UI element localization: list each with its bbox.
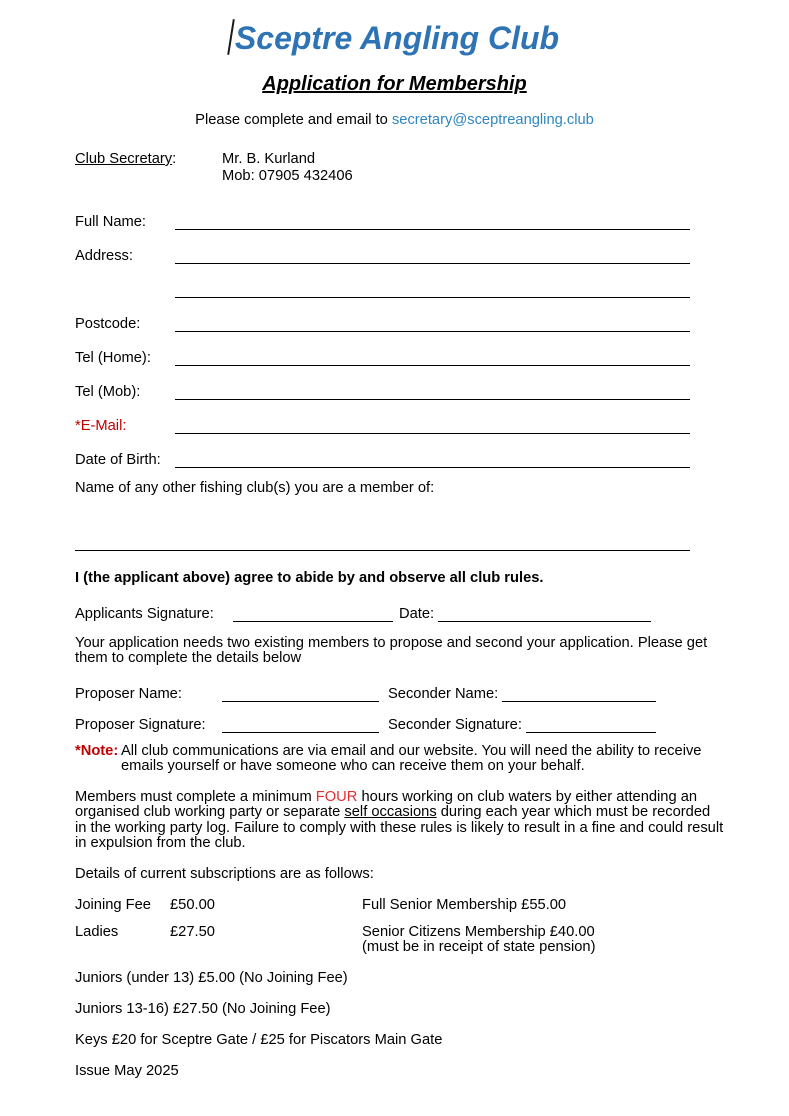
club-secretary-block xyxy=(75,151,725,184)
tel-mob-input-line[interactable] xyxy=(175,379,690,400)
field-row-address-2 xyxy=(75,277,690,298)
field-row-address xyxy=(75,243,690,264)
address-2-input-line[interactable] xyxy=(175,277,690,298)
club-secretary-label xyxy=(75,151,222,184)
page-title xyxy=(0,18,789,58)
proposer-signature-row xyxy=(75,713,656,733)
senior-citizens-membership xyxy=(362,925,725,956)
applicant-signature-line[interactable] xyxy=(233,602,393,622)
seconder-name-line[interactable] xyxy=(502,682,656,702)
date-line[interactable] xyxy=(438,602,651,622)
date-label: Date: xyxy=(399,605,435,622)
form-body xyxy=(75,151,725,1079)
issue-date: Issue May 2025 xyxy=(75,1062,179,1079)
other-clubs-label: Name of any other fishing club(s) you are a member of: xyxy=(75,480,435,496)
seconder-signature-label: Seconder Signature: xyxy=(388,716,522,733)
senior-citizens-line1: Senior Citizens Membership £40.00 xyxy=(362,923,595,940)
intro-text: Please complete and email to xyxy=(195,112,392,128)
full-name-input-line[interactable] xyxy=(175,209,690,230)
applicant-signature-label: Applicants Signature: xyxy=(75,605,214,622)
intro-line xyxy=(0,112,789,128)
seconder-name-label: Seconder Name: xyxy=(388,685,499,702)
proposer-signature-label: Proposer Signature: xyxy=(75,716,206,733)
juniors-13-16-line: Juniors 13-16) £27.50 (No Joining Fee) xyxy=(75,1000,331,1017)
tel-home-label: Tel (Home): xyxy=(75,350,151,366)
working-party-part2: hours working on club waters by either attending an organised club working party or separate xyxy=(75,788,698,820)
juniors-under-13-line: Juniors (under 13) £5.00 (No Joining Fee) xyxy=(75,969,348,986)
tel-mob-label: Tel (Mob): xyxy=(75,384,141,400)
subscription-row-joining-fee xyxy=(75,898,725,914)
proposer-name-row xyxy=(75,682,656,702)
club-secretary-details xyxy=(222,151,353,184)
dob-input-line[interactable] xyxy=(175,447,690,468)
ladies-amount: £27.50 xyxy=(170,923,215,940)
postcode-label: Postcode: xyxy=(75,316,141,332)
full-senior-membership: Full Senior Membership £55.00 xyxy=(362,897,567,913)
note-block xyxy=(75,744,725,775)
proposer-intro: Your application needs two existing members to propose and second your application. Please get them to complete the details below xyxy=(75,634,708,666)
field-row-postcode xyxy=(75,311,690,332)
working-party-part1: Members must complete a minimum xyxy=(75,788,316,805)
joining-fee-amount: £50.00 xyxy=(170,897,215,913)
proposer-name-label: Proposer Name: xyxy=(75,685,182,702)
text-cursor-icon xyxy=(227,19,235,55)
working-party-part3: during each year which must be recorded in the working party log. Failure to comply with these rules is likely to result in a fine and could result in expulsion from the club. xyxy=(75,804,724,851)
proposer-signature-line[interactable] xyxy=(222,713,379,733)
field-row-dob xyxy=(75,447,690,468)
proposer-name-line[interactable] xyxy=(222,682,379,702)
email-label: *E-Mail: xyxy=(75,418,127,434)
secretary-email-link[interactable]: secretary@sceptreangling.club xyxy=(391,112,594,128)
working-party-four-highlight: FOUR xyxy=(315,788,358,805)
email-input-line[interactable] xyxy=(175,413,690,434)
working-party-paragraph xyxy=(75,790,725,852)
subscriptions-intro: Details of current subscriptions are as follows: xyxy=(75,865,374,882)
note-label: *Note: xyxy=(75,742,119,759)
note-text: All club communications are via email and our website. You will need the ability to receive emails yourself or have someone who can receive them on your behalf. xyxy=(121,742,702,774)
seconder-signature-line[interactable] xyxy=(526,713,656,733)
address-input-line[interactable] xyxy=(175,243,690,264)
address-label: Address: xyxy=(75,248,133,264)
field-row-tel-home xyxy=(75,345,690,366)
subscription-row-ladies xyxy=(75,925,725,956)
field-row-email xyxy=(75,413,690,434)
ladies-label: Ladies xyxy=(75,923,119,940)
dob-label: Date of Birth: xyxy=(75,452,161,468)
agreement-statement: I (the applicant above) agree to abide by and observe all club rules. xyxy=(75,569,544,586)
secretary-name: Mr. B. Kurland xyxy=(222,151,316,167)
club-title-text: Sceptre Angling Club xyxy=(234,20,560,56)
working-party-self-occasions: self occasions xyxy=(344,804,437,820)
full-name-label: Full Name: xyxy=(75,214,147,230)
joining-fee-label: Joining Fee xyxy=(75,897,151,913)
keys-line: Keys £20 for Sceptre Gate / £25 for Piscators Main Gate xyxy=(75,1031,443,1048)
senior-citizens-line2: (must be in receipt of state pension) xyxy=(362,939,596,955)
club-secretary-label-text: Club Secretary xyxy=(75,151,173,167)
signature-date-row xyxy=(75,602,656,622)
secretary-mobile: Mob: 07905 432406 xyxy=(222,167,353,184)
field-row-full-name xyxy=(75,209,690,230)
other-clubs-input-line[interactable] xyxy=(75,512,690,551)
tel-home-input-line[interactable] xyxy=(175,345,690,366)
postcode-input-line[interactable] xyxy=(175,311,690,332)
field-row-tel-mob xyxy=(75,379,690,400)
club-secretary-colon: : xyxy=(172,151,177,167)
form-subtitle: Application for Membership xyxy=(262,73,527,95)
